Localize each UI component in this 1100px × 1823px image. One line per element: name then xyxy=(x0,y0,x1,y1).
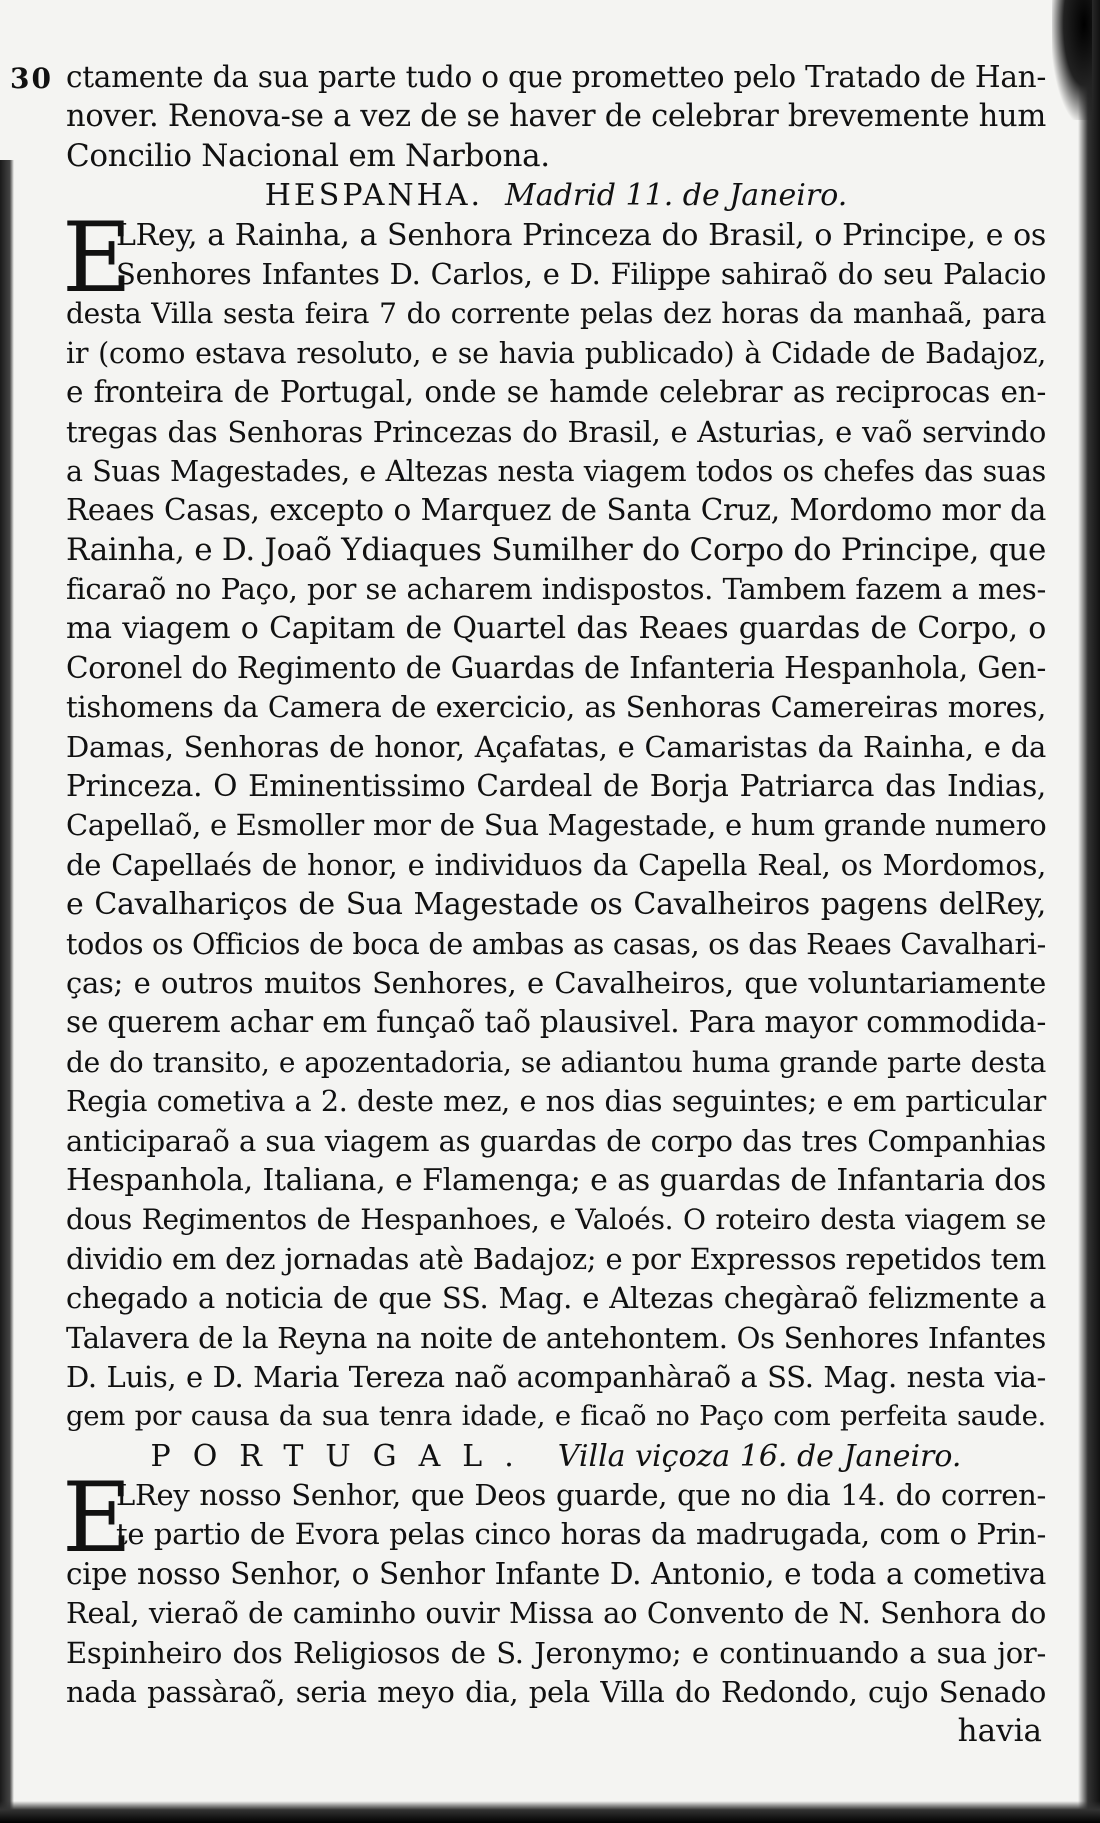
dateline: Madrid 11. de Janeiro. xyxy=(505,178,848,214)
catchword: havia xyxy=(957,1713,1042,1750)
text-line: Real, vieraõ de caminho ouvir Missa ao Convento de N. Senhora do xyxy=(66,1596,1046,1631)
text-line: Senhores Infantes D. Carlos, e D. Filippe sahiraõ do seu Palacio xyxy=(116,256,1046,291)
text-line: nada passàraõ, seria meyo dia, pela Villa do Redondo, cujo Senado xyxy=(66,1675,1046,1710)
text-line: dous Regimentos de Hespanhoes, e Valoés. O roteiro desta viagem se xyxy=(66,1203,1046,1237)
page-shadow-right xyxy=(1078,0,1100,1823)
text-line: Coronel do Regimento de Guardas de Infanteria Hespanhola, Gen- xyxy=(66,650,1046,685)
text-line: te partio de Evora pelas cinco horas da madrugada, com o Prin- xyxy=(116,1517,1046,1552)
text-line: ir (como estava resoluto, e se havia publicado) à Cidade de Badajoz, xyxy=(66,336,1046,370)
text-line: ças; e outros muitos Senhores, e Cavalheiros, que voluntariamente xyxy=(66,965,1046,1000)
top-continuation xyxy=(66,58,1046,176)
section-heading-portugal xyxy=(66,1437,1046,1476)
text-line: tregas das Senhoras Princezas do Brasil, e Asturias, e vaõ servindo xyxy=(66,414,1046,449)
dateline: Villa viçoza 16. de Janeiro. xyxy=(557,1438,962,1474)
text-line: se querem achar em funçaõ taõ plausivel. Para mayor commodida- xyxy=(66,1005,1046,1040)
page-shadow-left xyxy=(0,160,14,1820)
text-line: LRey nosso Senhor, que Deos guarde, que no dia 14. do corren- xyxy=(116,1478,1046,1513)
text-line: Espinheiro dos Religiosos de S. Jeronymo; e continuando a sua jor- xyxy=(66,1635,1046,1670)
text-line: Rainha, e D. Joaõ Ydiaques Sumilher do Corpo do Principe, que xyxy=(66,531,1046,568)
text-line: todos os Officios de boca de ambas as casas, os das Reaes Cavalhari- xyxy=(66,927,1046,961)
document-page xyxy=(62,58,1047,1752)
text-line: ma viagem o Capitam de Quartel das Reaes guardas de Corpo, o xyxy=(66,611,1046,647)
page-shadow-bottom xyxy=(0,1801,1100,1823)
text-line: a Suas Magestades, e Altezas nesta viagem todos os chefes das suas xyxy=(66,454,1046,488)
text-line: nover. Renova-se a vez de se haver de celebrar brevemente hum xyxy=(66,99,1046,135)
text-line: de Capellaés de honor, e individuos da Capella Real, os Mordomos, xyxy=(66,847,1046,882)
drop-cap: E xyxy=(62,201,133,314)
page-shadow-corner xyxy=(1052,0,1092,120)
text-line: e fronteira de Portugal, onde se hamde celebrar as reciprocas en- xyxy=(66,375,1046,410)
text-line: e Cavalhariços de Sua Magestade os Cavalheiros pagens delRey, xyxy=(66,887,1046,923)
country-name: PORTUGAL. xyxy=(150,1438,536,1474)
text-line: Capellaõ, e Esmoller mor de Sua Magestade, e hum grande numero xyxy=(66,808,1047,843)
article-spain xyxy=(62,201,1047,1437)
article-portugal xyxy=(62,1462,1046,1712)
text-line: Talavera de la Reyna na noite de antehontem. Os Senhores Infantes xyxy=(66,1320,1046,1355)
text-line: chegado a noticia de que SS. Mag. e Altezas chegàraõ felizmente a xyxy=(66,1281,1046,1316)
text-line: D. Luis, e D. Maria Tereza naõ acompanhàraõ a SS. Mag. nesta via- xyxy=(66,1359,1046,1394)
text-line: Concilio Nacional em Narbona. xyxy=(66,137,550,174)
text-line: tishomens da Camera de exercicio, as Senhoras Camereiras mores, xyxy=(66,690,1046,725)
text-line: Reaes Casas, excepto o Marquez de Santa Cruz, Mordomo mor da xyxy=(66,493,1046,528)
text-line: anticiparaõ a sua viagem as guardas de corpo das tres Companhias xyxy=(66,1123,1046,1158)
text-line: ficaraõ no Paço, por se acharem indispostos. Tambem fazem a mes- xyxy=(66,572,1046,607)
text-line: dividio em dez jornadas atè Badajoz; e por Expressos repetidos tem xyxy=(66,1241,1046,1276)
country-name: HESPANHA. xyxy=(264,178,484,214)
text-line: Regia cometiva a 2. deste mez, e nos dias seguintes; e em particular xyxy=(66,1085,1046,1119)
text-line: Princeza. O Eminentissimo Cardeal de Borja Patriarca das Indias, xyxy=(66,769,1046,804)
text-line: LRey, a Rainha, a Senhora Princeza do Brasil, o Principe, e os xyxy=(116,217,1046,253)
text-line: Hespanhola, Italiana, e Flamenga; e as guardas de Infantaria dos xyxy=(66,1162,1046,1198)
text-line: desta Villa sesta feira 7 do corrente pelas dez horas da manhaã, para xyxy=(66,297,1046,331)
section-heading-spain xyxy=(66,176,1046,215)
text-line: cipe nosso Senhor, o Senhor Infante D. Antonio, e toda a cometiva xyxy=(66,1556,1046,1591)
text-line: gem por causa da sua tenra idade, e ficaõ no Paço com perfeita saude. xyxy=(66,1400,1046,1433)
text-line: ctamente da sua parte tudo o que prometteo pelo Tratado de Han- xyxy=(66,60,1046,94)
page-number: 30 xyxy=(10,62,53,95)
drop-cap: E xyxy=(62,1462,133,1575)
text-line: Damas, Senhoras de honor, Açafatas, e Camaristas da Rainha, e da xyxy=(66,729,1046,764)
text-line: de do transito, e apozentadoria, se adiantou huma grande parte desta xyxy=(66,1045,1046,1079)
